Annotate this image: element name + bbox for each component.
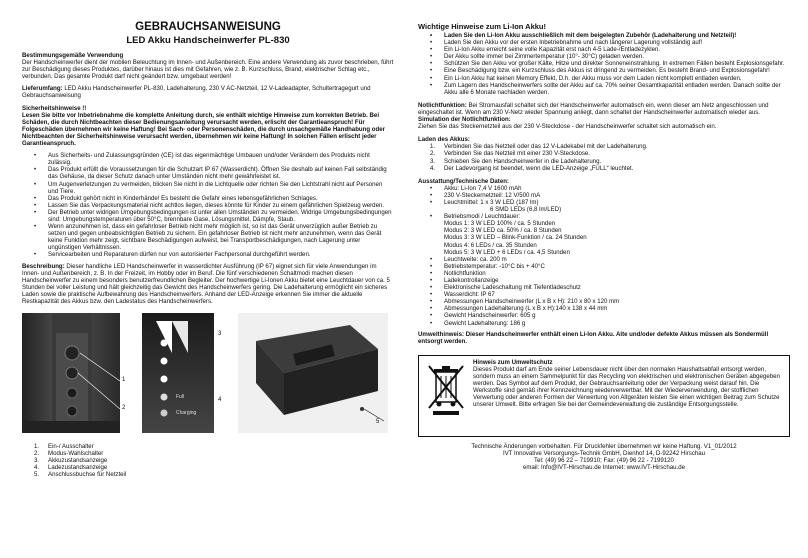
simulation-label: Simulation der Notlichtfunktion:: [418, 116, 511, 124]
list-item: • 230 V-Steckernetzteil: 12 V/500 mA: [418, 192, 790, 199]
left-column: [22, 0, 394, 479]
charging-heading: Laden des Akkus:: [418, 136, 470, 144]
environment-box-heading: Hinweis zum Umweltschutz: [473, 358, 553, 366]
full-led-label: Full: [176, 394, 185, 401]
mode-line: Modus 5: 3 W LED + 6 LEDs / ca. 4,5 Stunden: [444, 248, 570, 256]
image-label-two: 2: [122, 405, 126, 412]
list-item: • Abmessungen Handscheinwerfer (L x B x H): 210 x 80 x 120 mm: [418, 298, 790, 305]
list-item: • Zum Lagern des Handscheinwerfers sollte der Akku auf ca. 70% seiner Gesamtkapazität entladen werden. Danach sollte der Akku alle 6 Monate nachladen werden.: [418, 82, 790, 96]
list-item: • Gewicht Handscheinwerfer: 605 g: [418, 312, 790, 319]
indicator-panel-photo: [142, 313, 214, 433]
charging-cradle-photo: [238, 313, 388, 433]
emergency-text: Bei Stromausfall schaltet sich der Handscheinwerfer automatisch ein, wenn dieser am Netz angeschlossen und eingeschaltet ist. Wenn am 230 V-Netz wieder Spannung anliegt, dann schaltet der Handscheinwerfer automatisch wieder aus.: [418, 101, 769, 116]
list-item: • Der Akku sollte immer bei Zimmertemperatur (10°- 30°C) geladen werden.: [418, 53, 790, 60]
safety-heading: Sicherheitshinweise !!: [22, 104, 87, 112]
list-item: • Ein Li-Ion Akku hat keinen Memory Effekt, D.h. der Akku muss vor dem Laden nicht komplett entladen werden.: [418, 75, 790, 82]
list-item: • Notlichtfunktion: [418, 270, 790, 277]
list-item: • Akku: Li-Ion 7,4 V 1600 mAh: [418, 185, 790, 192]
list-item: 1. Ein-/ Ausschalter: [34, 443, 94, 451]
description-paragraph: [22, 263, 394, 306]
list-item: • Schützen Sie den Akku vor großer Kälte, Hitze und direkter Sonneneinstrahlung. In extremen Fällen besteht Explosionsgefahr.: [418, 60, 790, 67]
description-text: Dieser handliche LED Handscheinwerfer in wasserdichter Ausführung (IP 67) eignet sich für viele Anwendungen im Innen- und Außenbereich, z. B. In der Freizeit, im Hobby oder im Beruf. Die fünf verschiedenen Schaltmodi machen diesen Handscheinwerfer zu einem besonders benutzerfreundlichen Begleiter. Der hochwertige Li-Ionen Akku bietet eine Leuchtdauer von ca. 5 Stunden bei voller Leistung und hält gleichzeitig das Gewicht des Handscheinwerfers gering. Die Ladehalterung ermöglicht ein sicheres Laden sowie die praktische Aufbewahrung des Handscheinwerfers. Anhand der LED-Anzeige erkennen Sie immer die aktuelle Restkapazität des Akkus bzw. den Ladestatus des Handscheinwerfers.: [22, 262, 390, 305]
environment-box-text: Dieses Produkt darf am Ende seiner Lebensdauer nicht über den normalen Haushaltsabfall entsorgt werden, sondern muss an einem Sammelpunkt für das Recycling von elektrischen und elektronischen Geräten abgegeben werden. Das Symbol auf dem Produkt, der Gebrauchsanleitung oder der Verpackung weist darauf hin. Die Werkstoffe sind gemäß ihrer Kennzeichnung wiederverwertbar. Mit der Wiederverwendung, der stofflichen Verwertung oder anderen Formen der Verwertung von Altgeräten leisten Sie einen wichtigen Beitrag zum Schutze unserer Umwelt. Bitte erfragen Sie bei der Gemeindeverwaltung die zuständige Entsorgungsstelle.: [473, 365, 780, 409]
image-label-five: 5: [376, 419, 380, 426]
footer-line: Technische Änderungen vorbehalten. Für Druckfehler übernehmen wir keine Haftung. V1_01/2012: [471, 442, 737, 450]
specs-list: [418, 185, 790, 206]
modes-block: [418, 220, 790, 255]
list-item: • Lassen Sie das Verpackungsmaterial nicht achtlos liegen, dieses könnte für Kinder zu einem gefährlichen Spielzeug werden.: [22, 202, 394, 209]
led-spec-continuation: 6 SMD LEDs (6,8 lm/LED): [490, 206, 562, 214]
environment-box: [418, 355, 790, 437]
list-item: • Um Augenverletzungen zu vermeiden, blicken Sie nicht in die Lichtquelle oder richten Sie den Lichtstrahl nicht auf Personen und Tiere.: [22, 181, 394, 195]
list-item: • Betriebstemperatur: -10°C bis + 40°C: [418, 263, 790, 270]
list-item: 5. Anschlussbuchse für Netzteil: [34, 471, 127, 479]
list-item: • Der Betrieb unter widrigen Umgebungsbedingungen ist unter allen Umständen zu vermeiden. Widrige Umgebungsbedingungen sind: Umgebungstemperaturen über 50°C, brennbare Gase, Lösungsmittel, Dämpfe, Staub.: [22, 209, 394, 223]
description-label: Beschreibung:: [22, 262, 65, 270]
list-item: • Leuchtmittel: 1 x 3 W LED (187 lm): [418, 199, 790, 206]
usage-text: Der Handscheinwerfer dient der mobilen Beleuchtung im Innen- und Außenbereich. Eine andere Verwendung als zuvor beschrieben, führt zur Beschädigung dieses Produktes, darüber hinaus ist dies mit Gefahren, wie z. B. Kurzschluss, Brand, elektrischer Schlag etc., verbunden. Das gesamte Produkt darf nicht geändert bzw. umgebaut werden!: [22, 59, 394, 81]
list-item: • Wasserdicht: IP 67: [418, 291, 790, 298]
list-item: • Wenn anzunehmen ist, dass ein gefahrloser Betrieb nicht mehr möglich ist, so ist das Gerät unverzüglich außer Betrieb zu setzen und gegen unbeabsichtigten Betrieb zu sichern. Ein gefahrloser Betrieb ist nicht mehr anzunehmen, wenn das Gerät keine Funktion mehr zeigt, sichtbare Beschädigungen aufweist, bei Transportbeschädigungen, nach Lagerung unter ungünstigen Verhältnissen.: [22, 223, 394, 251]
mode-line: Modus 2: 3 W LED ca. 50% / ca. 8 Stunden: [444, 227, 562, 235]
footer-line: email: Info@IVT-Hirschau.de Internet: www.IVT-Hirschau.de: [523, 464, 685, 472]
li-ion-heading: Wichtige Hinweise zum Li-Ion Akku!: [418, 22, 546, 31]
modes-list: [418, 213, 790, 220]
image-label-one: 1: [122, 377, 126, 384]
specs-heading: Ausstattung/Technische Daten:: [418, 177, 509, 185]
list-item: • Elektronische Ladeschaltung mit Tiefentladeschutz: [418, 284, 790, 291]
list-item: • Laden Sie den Li-Ion Akku ausschließlich mit dem beigelegten Zubehör (Ladehalterung und Netzteil)!: [418, 32, 790, 39]
image-label-three: 3: [218, 331, 222, 338]
environment-warning: Umwelthinweis: Dieser Handscheinwerfer enthält einen Li-Ion Akku. Alte und/oder defekte Akkus müssen als Sondermüll entsorgt werden.: [418, 330, 769, 345]
list-item: • Servicearbeiten und Reparaturen dürfen nur von autorisierter Fachpersonal durchgeführt werden.: [22, 251, 394, 258]
list-item: 2. Verbinden Sie das Netzteil mit einer 230 V-Steckdose.: [430, 150, 590, 158]
list-item: • Aus Sicherheits- und Zulassungsgründen (CE) ist das eigenmächtige Umbauen und/oder Verändern des Produkts nicht zulässig.: [22, 152, 394, 166]
list-item: 4. Ladezustandsanzeige: [34, 464, 108, 472]
safety-list: [22, 152, 394, 258]
delivery-paragraph: [22, 85, 394, 99]
crossed-bin-icon: [427, 362, 465, 416]
flashlight-photo: [22, 313, 120, 433]
flashlight-illustration: [22, 313, 120, 433]
list-item: • Gewicht Ladehalterung: 186 g: [418, 320, 790, 327]
list-item: • Betriebsmodi / Leuchtdauer:: [418, 213, 790, 220]
document-title: GEBRAUCHSANWEISUNG: [135, 21, 281, 33]
list-item: 2. Modus-Wahlschalter: [34, 450, 104, 458]
delivery-text: LED Akku Handscheinwerfer PL-830, Ladehalterung, 230 V AC-Netzteil, 12 V-Ladeadapter, Schultertragegurt und Gebrauchsanweisung: [22, 85, 371, 100]
emergency-paragraph: [418, 102, 790, 116]
list-item: • Leuchtweite: ca. 200 m: [418, 256, 790, 263]
simulation-text: Ziehen Sie das Steckernetzteil aus der 230 V-Steckdose - der Handscheinwerfer schaltet sich automatisch ein.: [418, 123, 717, 131]
product-images: [22, 313, 394, 441]
list-item: 4. Der Ladevorgang ist beendet, wenn die LED-Anzeige „FULL“ leuchtet.: [430, 164, 634, 172]
image-label-four: 4: [218, 397, 222, 404]
list-item: 3. Schieben Sie den Handscheinwerfer in die Ladehalterung.: [430, 157, 602, 165]
document-subtitle: LED Akku Handscheinwerfer PL-830: [126, 35, 290, 46]
usage-heading: Bestimmungsgemäße Verwendung: [22, 52, 124, 59]
list-item: • Laden Sie den Akku vor der ersten Inbetriebnahme und nach längerer Lagerung vollständig auf!: [418, 39, 790, 46]
list-item: • Abmessungen Ladehalterung (L x B x H):140 x 138 x 44 mm: [418, 305, 790, 312]
list-item: 1. Verbinden Sie das Netzteil oder das 12 V-Ladekabel mit der Ladehalterung.: [430, 143, 648, 151]
component-legend: [22, 443, 394, 478]
footer-line: IVT Innovative Versorgungs-Technik GmbH, Dienhof 14, D-92242 Hirschau: [502, 449, 706, 457]
mode-line: Modus 3: 3 W LED – Blink-Funktion / ca. 24 Stunden: [444, 234, 587, 242]
mode-line: Modus 1: 3 W LED 100% / ca. 5 Stunden: [444, 220, 556, 228]
list-item: • Eine Beschädigung bzw. ein Kurzschluss des Akkus ist dringend zu vermeiden. Es besteht Brand- und Explosionsgefahr!: [418, 67, 790, 74]
mode-line: Modus 4: 6 LEDs / ca. 35 Stunden: [444, 241, 537, 249]
footer-line: Tel: (49) 96 22 – 719910; Fax: (49) 96 22 - 7199120: [534, 457, 674, 465]
li-ion-list: [418, 32, 790, 96]
footer: [418, 443, 790, 471]
environment-text-block: [473, 359, 785, 409]
safety-intro: Lesen Sie bitte vor Inbetriebnahme die komplette Anleitung durch, sie enthält wichtige Hinweise zum korrekten Betrieb. Bei Schäden, die durch Nichtbeachten dieser Bedienungsanleitung verursacht werden, erlischt der Garantieanspruch! Für Folgeschäden übernehmen wir keine Haftung! Bei Sach- oder Personenschäden, die durch unsachgemäße Handhabung oder Nichtbeachten der Sicherheitshinweise verursacht werden, übernehmen wir keine Haftung! In solchen Fällen erlischt jeder Garantieanspruch.: [22, 111, 385, 148]
list-item: • Ein Li-Ion Akku erreicht seine volle Kapazität erst nach 4-5 Lade-/Entladezyklen.: [418, 46, 790, 53]
specs-list-continued: [418, 256, 790, 327]
list-item: • Das Produkt gehört nicht in Kinderhände! Es besteht die Gefahr eines lebensgefährlichen Schlages.: [22, 195, 394, 202]
charging-cradle-illustration: [238, 313, 388, 433]
emergency-label: Notlichtfunktion:: [418, 101, 467, 109]
right-column: [418, 0, 790, 471]
delivery-label: Lieferumfang:: [22, 85, 63, 93]
charging-led-label: Charging: [176, 410, 197, 417]
list-item: • Ladekontrollanzeige: [418, 277, 790, 284]
list-item: • Das Produkt erfüllt die Voraussetzungen für die Schutzart IP 67 (Wasserdicht). Öffnen Sie deshalb auf keinen Fall selbständig das Gehäuse, da dieser Schutz danach unter Umständen nicht mehr gewährleistet ist.: [22, 166, 394, 180]
charging-steps: [418, 143, 790, 171]
list-item: 3. Akkuzustandsanzeige: [34, 457, 108, 465]
